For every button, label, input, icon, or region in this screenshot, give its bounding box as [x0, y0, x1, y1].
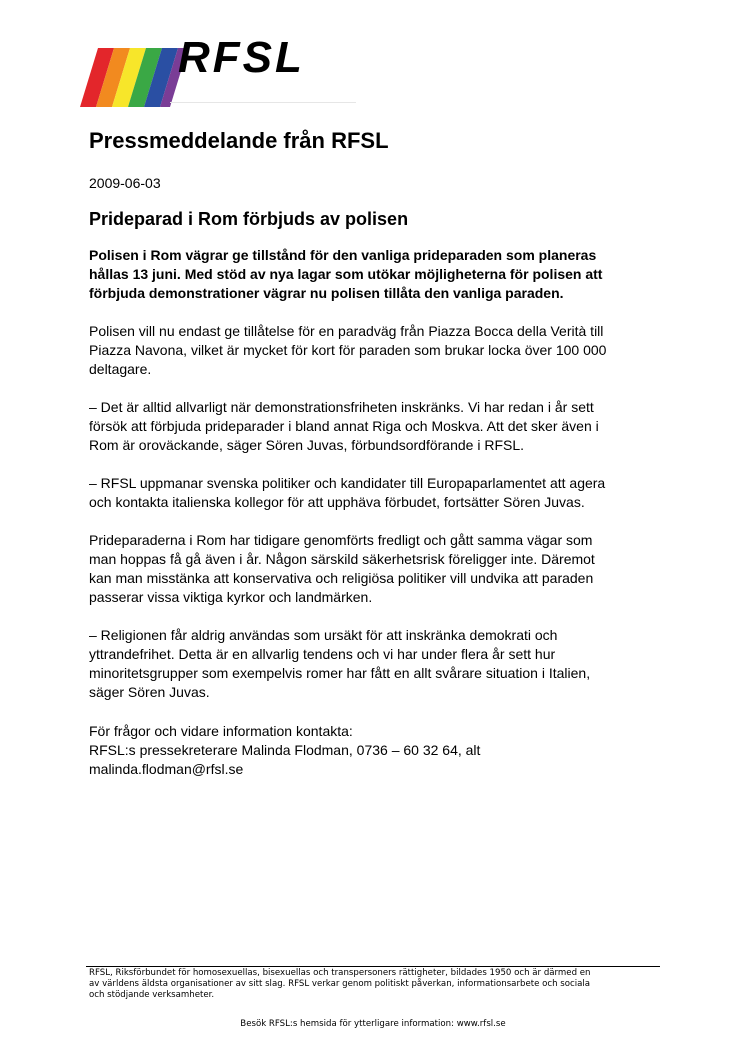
body-paragraph: – Religionen får aldrig användas som ursäkt för att inskränka demokrati och yttrandefrihet. Detta är en allvarlig tendens och vi har under flera år sett hur minoritetsgrupper som exempelvis romer har fått en allt svårare situation i Italien, säger Sören Juvas.: [89, 627, 591, 700]
body-paragraph: – Det är alltid allvarligt när demonstrationsfriheten inskränks. Vi har redan i år sett försök att förbjuda prideparader i bland annat Riga och Moskva. Att det sker även i Rom är oroväckande, säger Sören Juvas, förbundsordförande i RFSL.: [89, 399, 599, 453]
logo-underline: [170, 102, 356, 103]
contact-block: [89, 722, 669, 779]
footer-website[interactable]: Besök RFSL:s hemsida för ytterligare information: www.rfsl.se: [240, 1019, 506, 1029]
contact-email[interactable]: malinda.flodman@rfsl.se: [89, 761, 244, 777]
body-paragraph: Polisen vill nu endast ge tillåtelse för en paradväg från Piazza Bocca della Verità till Piazza Navona, vilket är mycket för kort för paraden som brukar locka över 100 000 deltagare.: [89, 323, 607, 377]
contact-person: RFSL:s pressekreterare Malinda Flodman, 0736 – 60 32 64, alt: [89, 742, 481, 758]
lead-paragraph: Polisen i Rom vägrar ge tillstånd för den vanliga prideparaden som planeras hållas 13 juni. Med stöd av nya lagar som utökar möjligheterna för polisen att förbjuda demonstrationer vägrar nu polisen tillåta den vanliga paraden.: [89, 247, 603, 301]
article-body: [89, 246, 669, 721]
logo-text: RFSL: [178, 33, 305, 82]
contact-intro: För frågor och vidare information kontakta:: [89, 723, 353, 739]
body-paragraph: Prideparaderna i Rom har tidigare genomförts fredligt och gått samma vägar som man hoppas få gå även i år. Någon särskild säkerhetsrisk föreligger inte. Däremot kan man misstänka att konservativa och religiösa politiker vill undvika att paraden passerar vissa viktiga kyrkor och landmärken.: [89, 532, 595, 605]
footer-about: RFSL, Riksförbundet för homosexuellas, bisexuellas och transpersoners rättigheter, bildades 1950 och är därmed en av världens äldsta organisationer av sitt slag. RFSL verkar genom politiskt påverkan, informationsarbete och sociala och stödjande verksamheter.: [89, 968, 591, 1000]
press-date: 2009-06-03: [89, 175, 161, 191]
page-title: Pressmeddelande från RFSL: [89, 128, 389, 153]
body-paragraph: – RFSL uppmanar svenska politiker och kandidater till Europaparlamentet att agera och kontakta italienska kollegor för att upphäva förbudet, fortsätter Sören Juvas.: [89, 475, 606, 510]
headline: Prideparad i Rom förbjuds av polisen: [89, 209, 409, 229]
footer-divider: [86, 966, 660, 967]
